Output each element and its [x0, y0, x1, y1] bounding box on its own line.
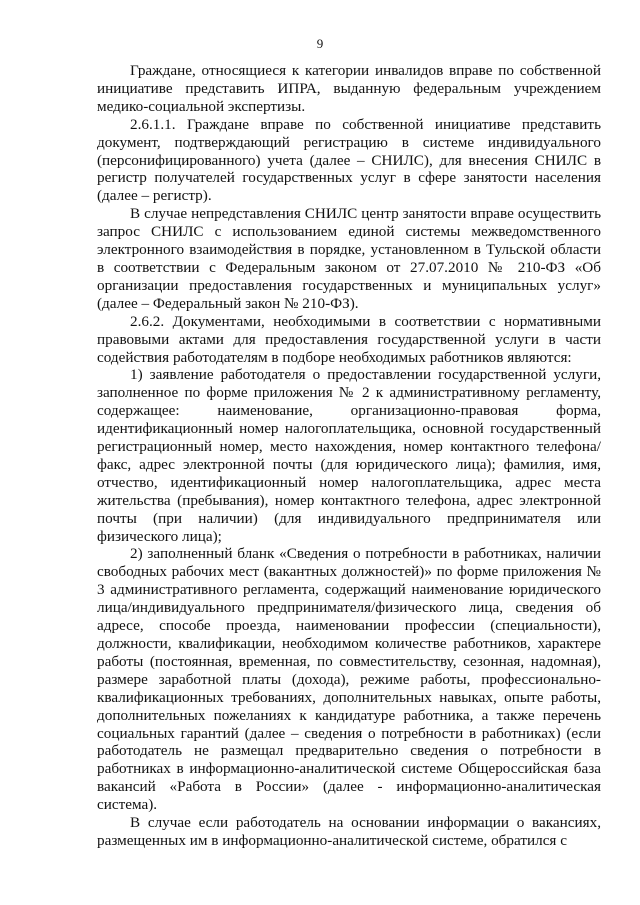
list-item-1-application: 1) заявление работодателя о предоставлении государственной услуги, заполненное по форме приложения № 2 к административному регламенту, содержащее: наименование, организационно-правовая форма, идентификационный номер налогоплательщика, основной государственный регистрационный номер, место нахождения, номер контактного телефона/факс, адрес электронной почты (для юридического лица); фамилия, имя, отчество, идентификационный номер налогоплательщика, адрес места жительства (пребывания), номер контактного телефона, адрес электронной почты (при наличии) (для индивидуального предпринимателя или физического лица); [97, 366, 601, 545]
paragraph-2-6-2: 2.6.2. Документами, необходимыми в соответствии с нормативными правовыми актами для предоставления государственной услуги в части содействия работодателям в подборе необходимых работников являются: [97, 312, 601, 366]
list-item-2-form: 2) заполненный бланк «Сведения о потребности в работниках, наличии свободных рабочих мест (вакантных должностей)» по форме приложения № 3 административного регламента, содержащий наименование юридического лица/индивидуального предпринимателя/физического лица, сведения об адресе, способе проезда, наименовании профессии (специальности), должности, квалификации, необходимом количестве работников, характере работы (постоянная, временная, по совместительству, сезонная, надомная), размере заработной платы (дохода), режиме работы, профессионально-квалификационных требованиях, дополнительных навыках, опыте работы, дополнительных пожеланиях к кандидатуре работника, а также перечень социальных гарантий (далее – сведения о потребности в работниках) (если работодатель не размещал предварительно сведения о потребности в работниках в информационно-аналитической системе Общероссийская база вакансий «Работа в России» (далее - информационно-аналитическая система). [97, 545, 601, 814]
paragraph-ipra: Граждане, относящиеся к категории инвалидов вправе по собственной инициативе представить ИПРА, выданную федеральным учреждением медико-социальной экспертизы. [97, 62, 601, 115]
page-number: 9 [316, 36, 324, 51]
paragraph-employer-case: В случае если работодатель на основании информации о вакансиях, размещенных им в информационно-аналитической системе, обратился с [97, 814, 601, 849]
paragraph-snils-request: В случае непредставления СНИЛС центр занятости вправе осуществить запрос СНИЛС с использованием единой системы межведомственного электронного взаимодействия в порядке, установленном в Тульской области в соответствии с Федеральным законом от 27.07.2010 № 210-ФЗ «Об организации предоставления государственных и муниципальных услуг» (далее – Федеральный закон № 210-ФЗ). [97, 205, 601, 312]
document-body [97, 62, 601, 850]
paragraph-2-6-1-1: 2.6.1.1. Граждане вправе по собственной инициативе представить документ, подтверждающий регистрацию в системе индивидуального (персонифицированного) учета (далее – СНИЛС), для внесения СНИЛС в регистр получателей государственных услуг в сфере занятости населения (далее – регистр). [97, 115, 601, 205]
